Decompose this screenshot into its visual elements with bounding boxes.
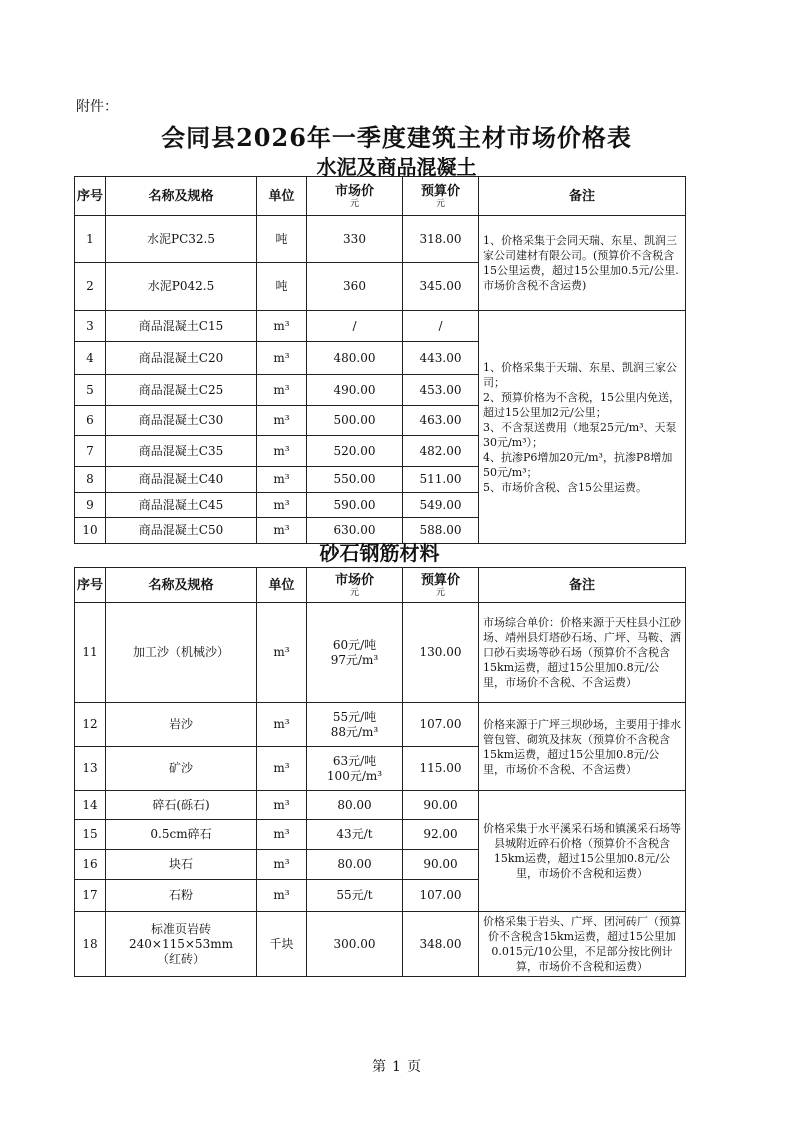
row-name: 商品混凝土C50 <box>106 518 257 544</box>
row-market: / <box>307 311 403 342</box>
stone-note: 价格采集于水平溪采石场和镇溪采石场等县城附近碎石价格（预算价不含税含15km运费，超过15公里加0.8元/公里，市场价不含税和运费） <box>479 791 686 912</box>
row-name: 商品混凝土C25 <box>106 375 257 406</box>
row-budget: 482.00 <box>403 436 479 467</box>
concrete-note <box>479 311 686 544</box>
row-market-per-ton: 60元/吨 <box>332 637 377 652</box>
header-budget <box>403 568 479 603</box>
header-name: 名称及规格 <box>106 568 257 603</box>
row-market: 360 <box>307 263 403 311</box>
row-unit: m³ <box>257 880 307 912</box>
header-budget-unit: 元 <box>435 198 445 209</box>
row-no: 13 <box>75 747 106 791</box>
row-no: 4 <box>75 342 106 375</box>
row-no: 16 <box>75 850 106 880</box>
header-market <box>307 568 403 603</box>
row-name: 水泥P042.5 <box>106 263 257 311</box>
row-unit: m³ <box>257 850 307 880</box>
section-title-cement: 水泥及商品混凝土 <box>316 155 477 179</box>
table-row <box>75 703 686 747</box>
header-market-unit: 元 <box>349 587 359 598</box>
row-name: 商品混凝土C40 <box>106 467 257 493</box>
row-market: 330 <box>307 216 403 263</box>
header-name: 名称及规格 <box>106 177 257 216</box>
brick-type: （红砖） <box>156 951 205 966</box>
row-market: 300.00 <box>307 912 403 977</box>
row-budget: 92.00 <box>403 820 479 850</box>
concrete-note-line: 3、不含泵送费用（地泵25元/m³、天泵30元/m³）； <box>483 420 677 449</box>
row-name: 块石 <box>106 850 257 880</box>
row-unit: m³ <box>257 603 307 703</box>
row-market: 590.00 <box>307 493 403 518</box>
row-market: 550.00 <box>307 467 403 493</box>
header-no: 序号 <box>75 177 106 216</box>
row-market-per-m3: 97元/m³ <box>330 652 379 667</box>
row-market-per-ton: 55元/吨 <box>332 709 377 724</box>
row-name: 加工沙（机械沙） <box>106 603 257 703</box>
row-name: 0.5cm碎石 <box>106 820 257 850</box>
row-unit: m³ <box>257 311 307 342</box>
row-name: 石粉 <box>106 880 257 912</box>
row-budget: 130.00 <box>403 603 479 703</box>
row-no: 6 <box>75 406 106 436</box>
row-market: 55元/t <box>307 880 403 912</box>
concrete-note-line: 2、预算价格为不含税，15公里内免送，超过15公里加2元/公里； <box>483 390 680 419</box>
brick-name: 标准页岩砖 <box>150 921 211 936</box>
row-budget: / <box>403 311 479 342</box>
row-market: 80.00 <box>307 791 403 820</box>
row-name: 商品混凝土C45 <box>106 493 257 518</box>
section-title-sand-stone: 砂石钢筋材料 <box>319 541 440 565</box>
row-budget: 453.00 <box>403 375 479 406</box>
row-budget: 348.00 <box>403 912 479 977</box>
row-unit: m³ <box>257 518 307 544</box>
row-unit: 吨 <box>257 216 307 263</box>
row-market <box>307 603 403 703</box>
sand-note-11: 市场综合单价：价格来源于天柱县小江砂场、靖州县灯塔砂石场、广坪、马鞍、洒口砂石卖场等砂石场（预算价不含税含15km运费，超过15公里加0.8元/公里，市场价不含税、不含运费） <box>479 603 686 703</box>
row-no: 2 <box>75 263 106 311</box>
row-budget: 115.00 <box>403 747 479 791</box>
row-name: 商品混凝土C15 <box>106 311 257 342</box>
row-budget: 463.00 <box>403 406 479 436</box>
row-unit: 千块 <box>257 912 307 977</box>
page-title: 会同县2026年一季度建筑主材市场价格表 <box>161 123 632 152</box>
header-market-label: 市场价 <box>334 183 374 199</box>
header-unit: 单位 <box>257 177 307 216</box>
page-number <box>0 1056 793 1076</box>
row-market: 480.00 <box>307 342 403 375</box>
row-name: 商品混凝土C30 <box>106 406 257 436</box>
row-budget: 443.00 <box>403 342 479 375</box>
row-market-per-m3: 100元/m³ <box>326 768 383 783</box>
row-name: 碎石(砾石) <box>106 791 257 820</box>
header-budget-label: 预算价 <box>420 183 460 199</box>
header-no: 序号 <box>75 568 106 603</box>
table-row <box>75 791 686 820</box>
row-market <box>307 703 403 747</box>
header-budget-label: 预算价 <box>420 572 460 588</box>
row-market: 490.00 <box>307 375 403 406</box>
header-remark: 备注 <box>479 568 686 603</box>
row-no: 7 <box>75 436 106 467</box>
row-market: 500.00 <box>307 406 403 436</box>
row-unit: m³ <box>257 493 307 518</box>
header-budget-unit: 元 <box>435 587 445 598</box>
row-budget: 345.00 <box>403 263 479 311</box>
brick-size: 240×115×53mm <box>129 936 233 951</box>
header-market-label: 市场价 <box>334 572 374 588</box>
brick-note: 价格采集于岩头、广坪、团河砖厂（预算价不含税含15km运费，超过15公里加0.015元/10公里，不足部分按比例计算，市场价不含税和运费） <box>479 912 686 977</box>
row-budget: 318.00 <box>403 216 479 263</box>
row-market: 43元/t <box>307 820 403 850</box>
concrete-note-line: 1、价格采集于天瑞、东星、凯润三家公司； <box>483 360 677 389</box>
table-header-row <box>75 568 686 603</box>
row-unit: m³ <box>257 436 307 467</box>
row-unit: m³ <box>257 375 307 406</box>
cement-concrete-table <box>74 176 686 544</box>
row-budget: 511.00 <box>403 467 479 493</box>
row-unit: m³ <box>257 703 307 747</box>
row-name: 矿沙 <box>106 747 257 791</box>
sand-stone-table <box>74 567 686 977</box>
concrete-note-line: 5、市场价含税、含15公里运费。 <box>483 480 647 494</box>
row-market <box>307 747 403 791</box>
header-unit: 单位 <box>257 568 307 603</box>
table-row <box>75 912 686 977</box>
row-unit: m³ <box>257 747 307 791</box>
row-budget: 90.00 <box>403 791 479 820</box>
row-name: 商品混凝土C20 <box>106 342 257 375</box>
row-budget: 107.00 <box>403 703 479 747</box>
row-no: 12 <box>75 703 106 747</box>
row-market-per-m3: 88元/m³ <box>330 724 379 739</box>
row-name: 水泥PC32.5 <box>106 216 257 263</box>
row-no: 10 <box>75 518 106 544</box>
row-name: 商品混凝土C35 <box>106 436 257 467</box>
row-no: 1 <box>75 216 106 263</box>
row-budget: 107.00 <box>403 880 479 912</box>
row-no: 3 <box>75 311 106 342</box>
concrete-note-line: 4、抗渗P6增加20元/m³，抗渗P8增加50元/m³； <box>483 450 673 479</box>
sand-note-12-13: 价格来源于广坪三坝砂场，主要用于排水管包管、砌筑及抹灰（预算价不含税含15km运费，超过15公里加0.8元/公里，市场价不含税、不含运费） <box>479 703 686 791</box>
attachment-label: 附件： <box>76 99 118 115</box>
header-market <box>307 177 403 216</box>
row-name <box>106 912 257 977</box>
row-no: 9 <box>75 493 106 518</box>
header-market-unit: 元 <box>349 198 359 209</box>
row-market-per-ton: 63元/吨 <box>332 753 377 768</box>
page-prefix: 第 <box>372 1059 387 1075</box>
row-unit: m³ <box>257 406 307 436</box>
row-no: 18 <box>75 912 106 977</box>
row-no: 5 <box>75 375 106 406</box>
row-no: 8 <box>75 467 106 493</box>
table-row <box>75 216 686 263</box>
row-market: 630.00 <box>307 518 403 544</box>
header-budget <box>403 177 479 216</box>
row-unit: m³ <box>257 342 307 375</box>
row-no: 14 <box>75 791 106 820</box>
row-unit: m³ <box>257 791 307 820</box>
row-budget: 90.00 <box>403 850 479 880</box>
row-no: 11 <box>75 603 106 703</box>
header-remark: 备注 <box>479 177 686 216</box>
row-market: 80.00 <box>307 850 403 880</box>
table-row <box>75 603 686 703</box>
row-unit: 吨 <box>257 263 307 311</box>
row-unit: m³ <box>257 820 307 850</box>
table-header-row <box>75 177 686 216</box>
row-name: 岩沙 <box>106 703 257 747</box>
row-no: 17 <box>75 880 106 912</box>
page-number-value: 1 <box>392 1059 401 1075</box>
row-budget: 588.00 <box>403 518 479 544</box>
row-budget: 549.00 <box>403 493 479 518</box>
cement-note: 1、价格采集于会同天瑞、东星、凯润三家公司建材有限公司。(预算价不含税含15公里运费，超过15公里加0.5元/公里.市场价含税不含运费) <box>479 216 686 311</box>
row-market: 520.00 <box>307 436 403 467</box>
table-row <box>75 311 686 342</box>
row-no: 15 <box>75 820 106 850</box>
row-unit: m³ <box>257 467 307 493</box>
page-suffix: 页 <box>406 1059 421 1075</box>
